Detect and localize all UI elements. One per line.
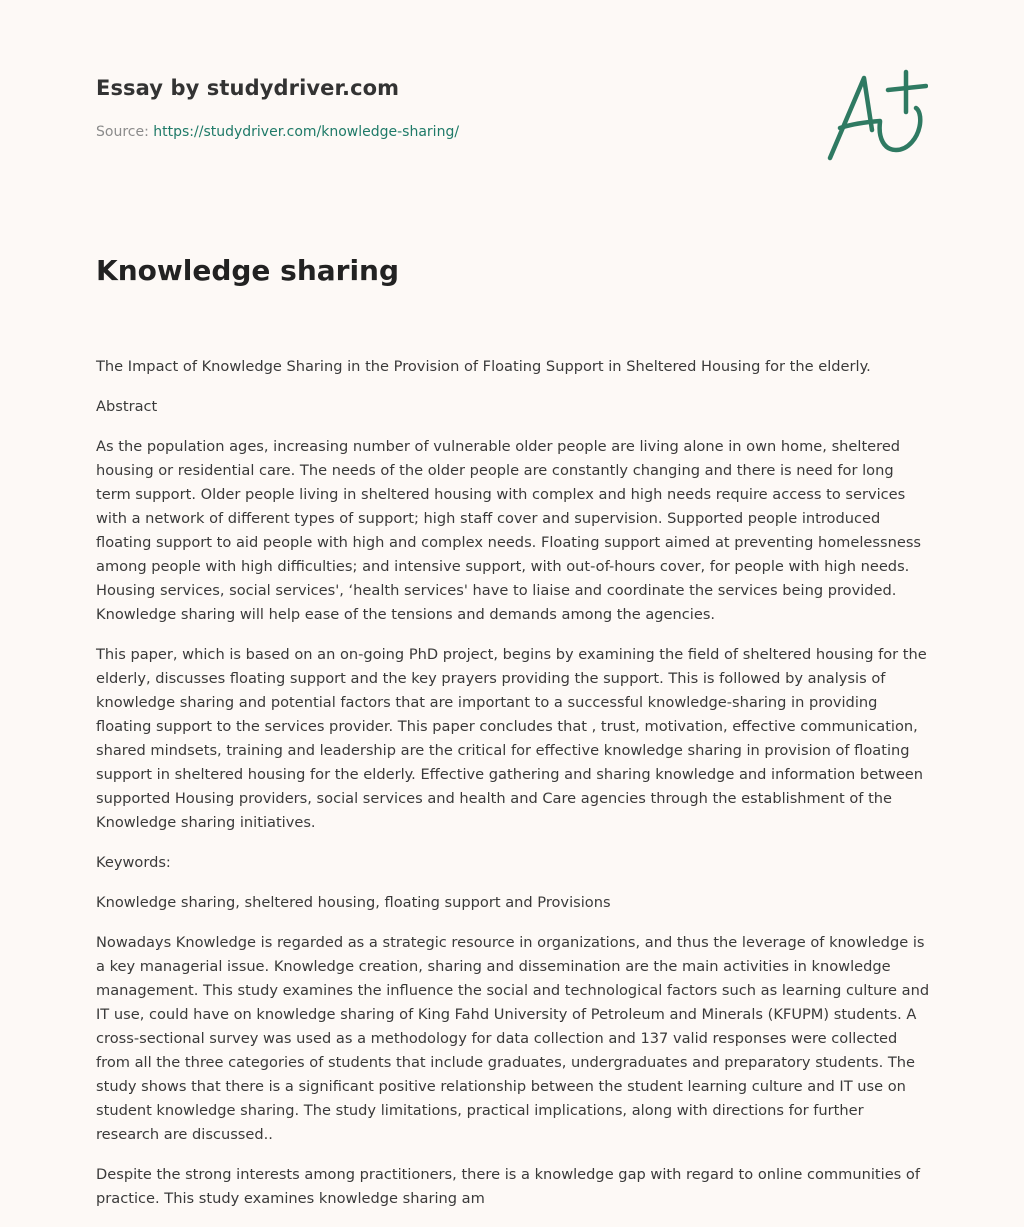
essay-body xyxy=(96,355,930,1227)
source-line xyxy=(96,124,459,140)
brand-title: Essay by studydriver.com xyxy=(96,76,400,100)
page-title: Knowledge sharing xyxy=(96,254,400,287)
paragraph-keywords: Knowledge sharing, sheltered housing, floating support and Provisions xyxy=(96,894,611,911)
paragraph-abstract-heading: Abstract xyxy=(96,398,158,415)
paragraph: Nowadays Knowledge is regarded as a strategic resource in organizations, and thus the leverage of knowledge is a key managerial issue. Knowledge creation, sharing and dissemination are the main activities in knowledge management. This study examines the influence the social and technological factors such as learning culture and IT use, could have on knowledge sharing of King Fahd University of Petroleum and Minerals (KFUPM) students. A cross-sectional survey was used as a methodology for data collection and 137 valid responses were collected from all the three categories of students that include graduates, undergraduates and preparatory students. The study shows that there is a significant positive relationship between the student learning culture and IT use on student knowledge sharing. The study limitations, practical implications, along with directions for further research are discussed.. xyxy=(96,934,930,1143)
paragraph-keywords-heading: Keywords: xyxy=(96,854,171,871)
page-header xyxy=(96,76,796,140)
source-link[interactable]: https://studydriver.com/knowledge-sharing/ xyxy=(153,124,460,140)
paragraph: As the population ages, increasing number of vulnerable older people are living alone in own home, sheltered housing or residential care. The needs of the older people are constantly changing and there is need for long term support. Older people living in sheltered housing with complex and high needs require access to services with a network of different types of support; high staff cover and supervision. Supported people introduced floating support to aid people with high and complex needs. Floating support aimed at preventing homelessness among people with high difficulties; and intensive support, with out-of-hours cover, for people with high needs. Housing services, social services', ‘health services' have to liaise and coordinate the services being provided. Knowledge sharing will help ease of the tensions and demands among the agencies. xyxy=(96,438,922,623)
source-label: Source: xyxy=(96,124,149,140)
paragraph: Despite the strong interests among practitioners, there is a knowledge gap with regard to online communities of practice. This study examines knowledge sharing am xyxy=(96,1166,920,1207)
paragraph: This paper, which is based on an on-going PhD project, begins by examining the field of sheltered housing for the elderly, discusses floating support and the key prayers providing the support. This is followed by analysis of knowledge sharing and potential factors that are important to a successful knowledge-sharing in providing floating support to the services provider. This paper concludes that , trust, motivation, effective communication, shared mindsets, training and leadership are the critical for effective knowledge sharing in provision of floating support in sheltered housing for the elderly. Effective gathering and sharing knowledge and information between supported Housing providers, social services and health and Care agencies through the establishment of the Knowledge sharing initiatives. xyxy=(96,646,927,831)
a-plus-logo-icon xyxy=(822,66,928,166)
paragraph-subtitle: The Impact of Knowledge Sharing in the Provision of Floating Support in Sheltered Housing for the elderly. xyxy=(96,358,871,375)
